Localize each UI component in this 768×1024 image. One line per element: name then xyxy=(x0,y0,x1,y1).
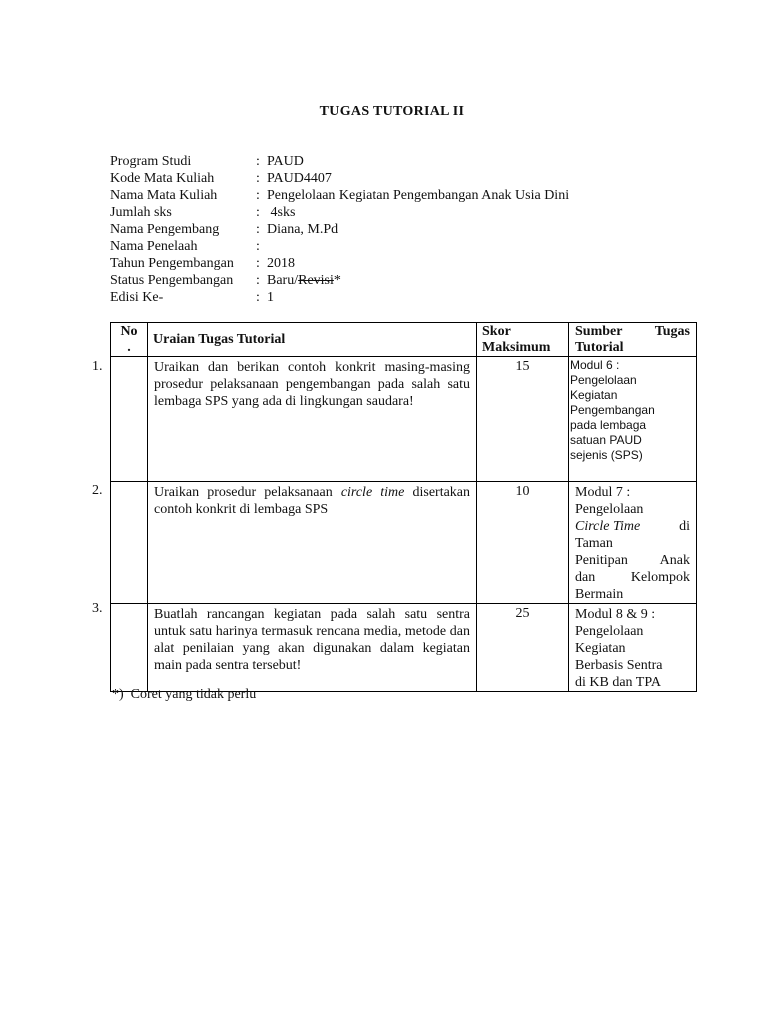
table-header-row xyxy=(111,323,697,357)
sumber-line: Modul 7 : xyxy=(575,485,631,500)
table-row xyxy=(111,357,697,482)
sumber-word: Kelompok xyxy=(630,570,690,585)
cell-skor: 10 xyxy=(477,482,569,604)
meta-row-nama-pengembang xyxy=(110,221,569,238)
meta-colon: : xyxy=(256,205,260,220)
meta-colon: : xyxy=(256,154,260,169)
meta-colon: : xyxy=(256,188,260,203)
footnote: *) Coret yang tidak perlu xyxy=(112,687,257,702)
sumber-line: satuan PAUD xyxy=(570,433,642,447)
header-skor xyxy=(477,323,569,357)
meta-row-tahun-pengembangan xyxy=(110,255,569,272)
meta-label: Nama Penelaah xyxy=(110,239,198,254)
cell-skor: 25 xyxy=(477,604,569,692)
uraian-text: Uraikan prosedur pelaksanaan xyxy=(154,485,341,500)
meta-label: Nama Pengembang xyxy=(110,222,220,237)
meta-colon: : xyxy=(256,273,260,288)
sumber-line xyxy=(575,552,690,569)
meta-row-jumlah-sks xyxy=(110,204,569,221)
meta-row-nama-penelaah xyxy=(110,238,569,255)
sumber-line: Kegiatan xyxy=(575,641,626,656)
table-row xyxy=(111,482,697,604)
status-revisi-struck: Revisi xyxy=(298,273,334,288)
cell-uraian xyxy=(148,482,477,604)
header-sumber-line2: Tutorial xyxy=(575,340,624,355)
sumber-line: Kegiatan xyxy=(570,388,618,402)
sumber-line: Bermain xyxy=(575,587,624,602)
header-uraian: Uraian Tugas Tutorial xyxy=(148,323,477,357)
meta-colon: : xyxy=(256,256,260,271)
header-skor-line2: Maksimum xyxy=(482,340,551,355)
sumber-line: di KB dan TPA xyxy=(575,675,661,690)
meta-row-program-studi xyxy=(110,153,569,170)
sumber-line: Taman xyxy=(575,536,613,551)
sumber-line xyxy=(575,569,690,586)
meta-label: Kode Mata Kuliah xyxy=(110,171,215,186)
cell-sumber xyxy=(569,357,697,482)
header-no xyxy=(111,323,148,357)
sumber-line: Modul 8 & 9 : xyxy=(575,607,656,622)
meta-label: Status Pengembangan xyxy=(110,273,234,288)
row-number-2: 2. xyxy=(92,483,103,498)
sumber-word: Anak xyxy=(659,553,690,568)
meta-value: Pengelolaan Kegiatan Pengembangan Anak Usia Dini xyxy=(267,188,570,203)
header-sumber-word2: Tugas xyxy=(654,324,690,339)
sumber-line: Berbasis Sentra xyxy=(575,658,663,673)
meta-colon: : xyxy=(256,222,260,237)
task-table xyxy=(110,322,697,692)
meta-value: Diana, M.Pd xyxy=(267,222,339,237)
sumber-line: Modul 6 : xyxy=(570,358,620,372)
sumber-line: Pengelolaan xyxy=(570,373,637,387)
meta-label: Program Studi xyxy=(110,154,192,169)
meta-value: PAUD xyxy=(267,154,304,169)
cell-uraian: Uraikan dan berikan contoh konkrit masing-masing prosedur pelaksanaan pengembangan pada salah satu lembaga SPS yang ada di lingkungan saudara! xyxy=(148,357,477,482)
meta-value: PAUD4407 xyxy=(267,171,332,186)
header-no-line1: No xyxy=(120,324,138,339)
meta-value: 1 xyxy=(267,290,274,305)
meta-colon: : xyxy=(256,171,260,186)
meta-label: Jumlah sks xyxy=(110,205,172,220)
sumber-word: dan xyxy=(575,570,596,585)
sumber-line: Pengembangan xyxy=(570,403,655,417)
sumber-line: pada lembaga xyxy=(570,418,647,432)
document-title: TUGAS TUTORIAL II xyxy=(319,104,465,119)
cell-no xyxy=(111,357,148,482)
row-number-1: 1. xyxy=(92,359,103,374)
cell-skor: 15 xyxy=(477,357,569,482)
meta-value: 4sks xyxy=(267,205,296,220)
meta-value: 2018 xyxy=(267,256,295,271)
meta-colon: : xyxy=(256,290,260,305)
cell-uraian: Buatlah rancangan kegiatan pada salah satu sentra untuk satu harinya termasuk rencana media, metode dan alat penilaian yang akan digunakan dalam kegiatan main pada sentra tersebut! xyxy=(148,604,477,692)
header-sumber-line1 xyxy=(575,324,690,340)
status-baru: Baru/ xyxy=(267,273,299,288)
sumber-line: sejenis (SPS) xyxy=(570,448,643,462)
meta-colon: : xyxy=(256,239,260,254)
header-sumber-word1: Sumber xyxy=(575,324,623,339)
meta-row-status-pengembangan xyxy=(110,272,569,289)
uraian-italic-term: circle time xyxy=(340,485,405,500)
cell-sumber xyxy=(569,604,697,692)
row-number-3: 3. xyxy=(92,601,103,616)
cell-sumber xyxy=(569,482,697,604)
sumber-italic-term: Circle Time xyxy=(575,519,641,534)
uraian-text: disertakan contoh konkrit di lembaga SPS xyxy=(154,485,471,517)
header-no-line2: . xyxy=(127,340,131,355)
table-row xyxy=(111,604,697,692)
header-sumber xyxy=(569,323,697,357)
sumber-word: Penitipan xyxy=(575,553,628,568)
meta-label: Nama Mata Kuliah xyxy=(110,188,218,203)
meta-value xyxy=(267,272,341,289)
cell-no xyxy=(111,604,148,692)
meta-label: Tahun Pengembangan xyxy=(110,256,234,271)
course-info xyxy=(110,153,569,306)
sumber-line xyxy=(575,518,690,535)
cell-no xyxy=(111,482,148,604)
meta-row-nama-mata-kuliah xyxy=(110,187,569,204)
status-asterisk: * xyxy=(333,273,341,288)
sumber-line: Pengelolaan xyxy=(575,624,644,639)
sumber-word: di xyxy=(679,519,690,534)
meta-row-kode-mata-kuliah xyxy=(110,170,569,187)
meta-label: Edisi Ke- xyxy=(110,290,164,305)
header-skor-line1: Skor xyxy=(482,324,511,339)
meta-row-edisi xyxy=(110,289,569,306)
sumber-line: Pengelolaan xyxy=(575,502,644,517)
